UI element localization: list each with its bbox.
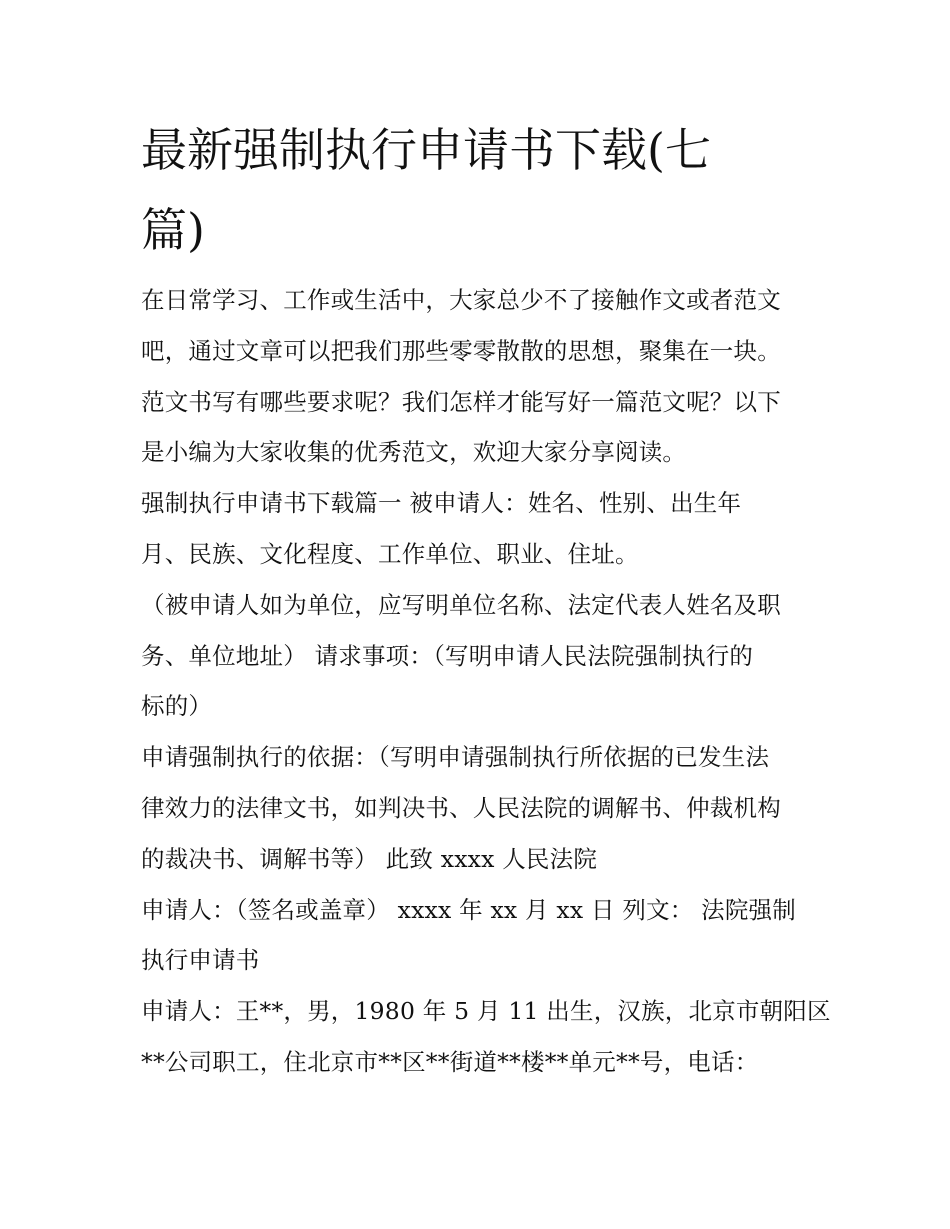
text-line: 律效力的法律文书，如判决书、人民法院的调解书、仲裁机构	[141, 793, 781, 822]
document-title	[141, 110, 821, 270]
unit-note-paragraph	[141, 580, 831, 732]
applicant-paragraph	[141, 986, 831, 1088]
text-line: 是小编为大家收集的优秀范文，欢迎大家分享阅读。	[141, 438, 687, 467]
respondent-paragraph	[141, 478, 831, 580]
intro-paragraph	[141, 275, 831, 478]
text-line: （被申请人如为单位，应写明单位名称、法定代表人姓名及职	[141, 590, 781, 619]
text-line: 申请强制执行的依据：（写明申请强制执行所依据的已发生法	[141, 743, 770, 772]
text-line: 执行申请书	[141, 946, 260, 975]
title-line: 篇)	[141, 203, 205, 257]
signature-paragraph	[141, 885, 831, 987]
text-line: 申请人：（签名或盖章） xxxx 年 xx 月 xx 日 列文： 法院强制	[141, 895, 796, 924]
text-line: 标的）	[141, 692, 213, 721]
text-line: 范文书写有哪些要求呢？我们怎样才能写好一篇范文呢？以下	[141, 387, 781, 416]
basis-paragraph	[141, 732, 831, 884]
text-line: 吧，通过文章可以把我们那些零零散散的思想，聚集在一块。	[141, 336, 781, 365]
text-line: 强制执行申请书下载篇一 被申请人：姓名、性别、出生年	[141, 489, 742, 518]
document-body	[141, 275, 831, 1088]
text-line: 申请人：王**，男，1980 年 5 月 11 出生，汉族，北京市朝阳区	[141, 997, 831, 1026]
text-line: 月、民族、文化程度、工作单位、职业、住址。	[141, 539, 639, 568]
title-line: 最新强制执行申请书下载(七	[141, 123, 711, 177]
text-line: **公司职工，住北京市**区**街道**楼**单元**号，电话：	[141, 1047, 759, 1076]
text-line: 务、单位地址） 请求事项：（写明申请人民法院强制执行的	[141, 641, 754, 670]
text-line: 的裁决书、调解书等） 此致 xxxx 人民法院	[141, 844, 598, 873]
text-line: 在日常学习、工作或生活中，大家总少不了接触作文或者范文	[141, 286, 781, 314]
